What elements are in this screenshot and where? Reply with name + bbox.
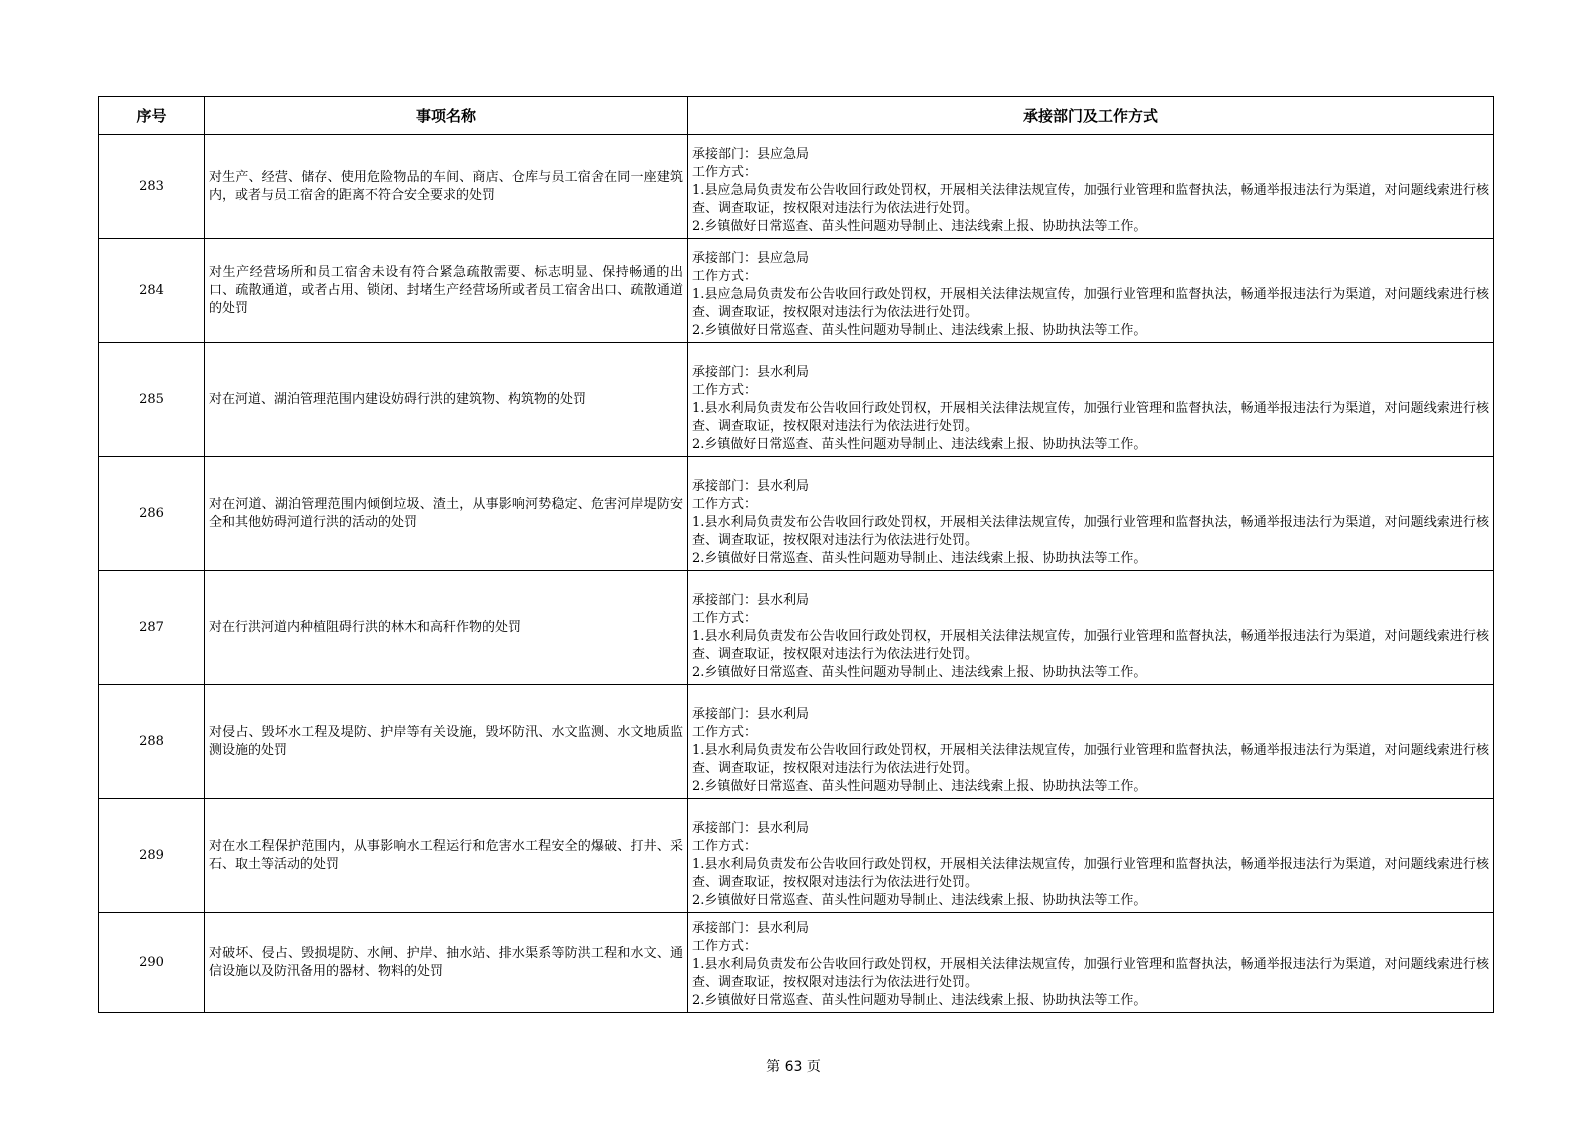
method-step-2: 2.乡镇做好日常巡查、苗头性问题劝导制止、违法线索上报、协助执法等工作。: [692, 551, 1147, 566]
row-department-method: [688, 799, 1494, 913]
row-department-method: [688, 343, 1494, 457]
method-step-1: 1.县水利局负责发布公告收回行政处罚权，开展相关法律法规宣传，加强行业管理和监督执法，畅通举报违法行为渠道，对问题线索进行核查、调查取证，按权限对违法行为依法进行处罚。: [692, 957, 1489, 990]
method-label: 工作方式：: [692, 725, 758, 740]
table-row: [99, 685, 1494, 799]
table-row: [99, 239, 1494, 343]
table-row: [99, 135, 1494, 239]
row-department-method: [688, 913, 1494, 1013]
method-step-2: 2.乡镇做好日常巡查、苗头性问题劝导制止、违法线索上报、协助执法等工作。: [692, 893, 1147, 908]
row-serial-number: 286: [99, 457, 205, 571]
method-step-2: 2.乡镇做好日常巡查、苗头性问题劝导制止、违法线索上报、协助执法等工作。: [692, 323, 1147, 338]
method-step-2: 2.乡镇做好日常巡查、苗头性问题劝导制止、违法线索上报、协助执法等工作。: [692, 437, 1147, 452]
row-serial-number: 284: [99, 239, 205, 343]
row-item-name: 对侵占、毁坏水工程及堤防、护岸等有关设施，毁坏防汛、水文监测、水文地质监测设施的处罚: [205, 685, 688, 799]
department-line: 承接部门：县水利局: [692, 479, 810, 494]
row-item-name: 对生产经营场所和员工宿舍未设有符合紧急疏散需要、标志明显、保持畅通的出口、疏散通道，或者占用、锁闭、封堵生产经营场所或者员工宿舍出口、疏散通道的处罚: [205, 239, 688, 343]
method-label: 工作方式：: [692, 269, 758, 284]
table-header-row: [99, 97, 1494, 135]
row-department-method: [688, 571, 1494, 685]
department-line: 承接部门：县水利局: [692, 593, 810, 608]
row-serial-number: 290: [99, 913, 205, 1013]
row-department-method: [688, 135, 1494, 239]
department-line: 承接部门：县水利局: [692, 365, 810, 380]
header-item-name: 事项名称: [205, 97, 688, 135]
table-row: [99, 913, 1494, 1013]
row-department-method: [688, 457, 1494, 571]
method-label: 工作方式：: [692, 383, 758, 398]
method-label: 工作方式：: [692, 939, 758, 954]
method-step-1: 1.县水利局负责发布公告收回行政处罚权，开展相关法律法规宣传，加强行业管理和监督执法，畅通举报违法行为渠道，对问题线索进行核查、调查取证，按权限对违法行为依法进行处罚。: [692, 515, 1489, 548]
method-step-1: 1.县水利局负责发布公告收回行政处罚权，开展相关法律法规宣传，加强行业管理和监督执法，畅通举报违法行为渠道，对问题线索进行核查、调查取证，按权限对违法行为依法进行处罚。: [692, 857, 1489, 890]
method-step-2: 2.乡镇做好日常巡查、苗头性问题劝导制止、违法线索上报、协助执法等工作。: [692, 779, 1147, 794]
row-item-name: 对在河道、湖泊管理范围内建设妨碍行洪的建筑物、构筑物的处罚: [205, 343, 688, 457]
table-row: [99, 571, 1494, 685]
department-line: 承接部门：县水利局: [692, 921, 810, 936]
row-item-name: 对在水工程保护范围内，从事影响水工程运行和危害水工程安全的爆破、打井、采石、取土等活动的处罚: [205, 799, 688, 913]
items-table: [98, 96, 1494, 1013]
row-serial-number: 289: [99, 799, 205, 913]
department-line: 承接部门：县应急局: [692, 251, 810, 266]
table-row: [99, 457, 1494, 571]
method-label: 工作方式：: [692, 497, 758, 512]
page-number: 第 63 页: [766, 1059, 821, 1075]
method-label: 工作方式：: [692, 165, 758, 180]
method-step-2: 2.乡镇做好日常巡查、苗头性问题劝导制止、违法线索上报、协助执法等工作。: [692, 665, 1147, 680]
method-step-2: 2.乡镇做好日常巡查、苗头性问题劝导制止、违法线索上报、协助执法等工作。: [692, 993, 1147, 1008]
method-step-1: 1.县水利局负责发布公告收回行政处罚权，开展相关法律法规宣传，加强行业管理和监督执法，畅通举报违法行为渠道，对问题线索进行核查、调查取证，按权限对违法行为依法进行处罚。: [692, 401, 1489, 434]
row-department-method: [688, 685, 1494, 799]
department-line: 承接部门：县应急局: [692, 147, 810, 162]
method-label: 工作方式：: [692, 839, 758, 854]
department-line: 承接部门：县水利局: [692, 707, 810, 722]
row-item-name: 对在行洪河道内种植阻碍行洪的林木和高秆作物的处罚: [205, 571, 688, 685]
row-department-method: [688, 239, 1494, 343]
table-row: [99, 343, 1494, 457]
row-serial-number: 288: [99, 685, 205, 799]
method-step-2: 2.乡镇做好日常巡查、苗头性问题劝导制止、违法线索上报、协助执法等工作。: [692, 219, 1147, 234]
row-serial-number: 287: [99, 571, 205, 685]
row-item-name: 对在河道、湖泊管理范围内倾倒垃圾、渣土，从事影响河势稳定、危害河岸堤防安全和其他妨碍河道行洪的活动的处罚: [205, 457, 688, 571]
table-row: [99, 799, 1494, 913]
row-serial-number: 283: [99, 135, 205, 239]
row-item-name: 对生产、经营、储存、使用危险物品的车间、商店、仓库与员工宿舍在同一座建筑内，或者与员工宿舍的距离不符合安全要求的处罚: [205, 135, 688, 239]
method-step-1: 1.县应急局负责发布公告收回行政处罚权，开展相关法律法规宣传，加强行业管理和监督执法，畅通举报违法行为渠道，对问题线索进行核查、调查取证，按权限对违法行为依法进行处罚。: [692, 287, 1489, 320]
department-line: 承接部门：县水利局: [692, 821, 810, 836]
header-department-method: 承接部门及工作方式: [688, 97, 1494, 135]
header-serial-number: 序号: [99, 97, 205, 135]
method-step-1: 1.县水利局负责发布公告收回行政处罚权，开展相关法律法规宣传，加强行业管理和监督执法，畅通举报违法行为渠道，对问题线索进行核查、调查取证，按权限对违法行为依法进行处罚。: [692, 743, 1489, 776]
method-step-1: 1.县应急局负责发布公告收回行政处罚权，开展相关法律法规宣传，加强行业管理和监督执法，畅通举报违法行为渠道，对问题线索进行核查、调查取证，按权限对违法行为依法进行处罚。: [692, 183, 1489, 216]
method-step-1: 1.县水利局负责发布公告收回行政处罚权，开展相关法律法规宣传，加强行业管理和监督执法，畅通举报违法行为渠道，对问题线索进行核查、调查取证，按权限对违法行为依法进行处罚。: [692, 629, 1489, 662]
method-label: 工作方式：: [692, 611, 758, 626]
row-serial-number: 285: [99, 343, 205, 457]
row-item-name: 对破坏、侵占、毁损堤防、水闸、护岸、抽水站、排水渠系等防洪工程和水文、通信设施以及防汛备用的器材、物料的处罚: [205, 913, 688, 1013]
